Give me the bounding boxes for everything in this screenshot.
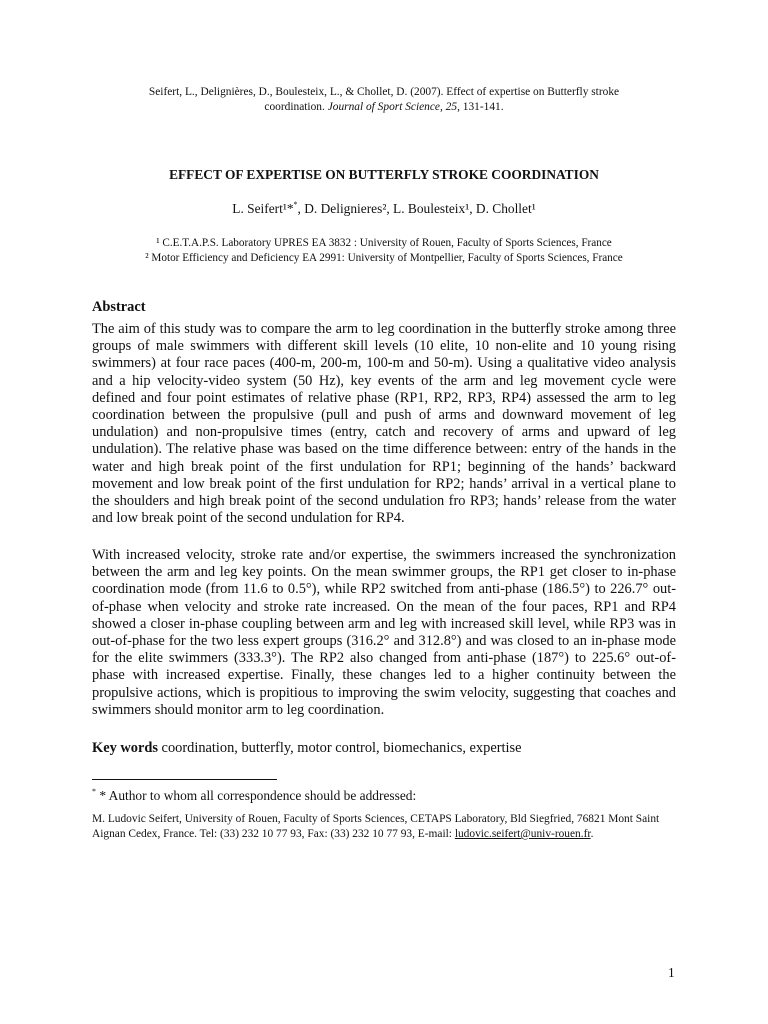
citation-line-2 <box>92 100 676 115</box>
author-list <box>92 200 676 218</box>
paper-title: EFFECT OF EXPERTISE ON BUTTERFLY STROKE COORDINATION <box>169 167 599 182</box>
abstract-paragraph-2: With increased velocity, stroke rate and/or expertise, the swimmers increased the synchronization between the arm and leg key points. On the mean swimmer groups, the RP1 get closer to in-phase coordination mode (from 11.6 to 0.5°), while RP2 switched from anti-phase (186.5°) to 226.7° out-of-phase when velocity and stroke rate increased. On the mean of the four paces, RP1 and RP4 showed a closer in-phase coupling between arm and leg with increased skill level, while RP3 was in out-of-phase for the two less expert groups (316.2° and 312.8°) and was closed to an in-phase mode for the elite swimmers (333.3°). The RP2 also changed from anti-phase (187°) to 225.6° out-of-phase with increased expertise. Finally, these changes led to a higher continuity between the propulsive actions, which is propitious to improving the swim velocity, suggesting that coaches and swimmers should monitor arm to leg coordination. <box>92 547 676 718</box>
citation-line-1: Seifert, L., Delignières, D., Boulesteix, L., & Chollet, D. (2007). Effect of expertise on Butterfly stroke <box>148 86 620 98</box>
citation <box>92 85 676 115</box>
footnote-contact <box>92 812 676 842</box>
keywords <box>92 739 521 757</box>
affiliation-2: ² Motor Efficiency and Deficiency EA 2991: University of Montpellier, Faculty of Sports Sciences, France <box>145 252 623 264</box>
page-number: 1 <box>668 965 675 980</box>
citation-line-2-start: coordination. <box>264 101 328 113</box>
contact-details: M. Ludovic Seifert, University of Rouen, Faculty of Sports Sciences, CETAPS Laboratory, Bld Siegfried, 76821 Mont Saint Aignan Cedex, France. Tel: (33) 232 10 77 93, Fax: (33) 232 10 77 93, E-mail: <box>92 813 660 840</box>
affiliation-1: ¹ C.E.T.A.P.S. Laboratory UPRES EA 3832 : University of Rouen, Faculty of Sports Sciences, France <box>156 237 612 249</box>
other-authors: , D. Delignieres², L. Boulesteix¹, D. Chollet¹ <box>297 201 536 216</box>
footnote-correspondence <box>92 787 416 805</box>
footnote-text: * Author to whom all correspondence should be addressed: <box>96 788 417 803</box>
footnote-divider <box>92 779 277 780</box>
email-link[interactable]: ludovic.seifert@univ-rouen.fr <box>454 828 591 840</box>
abstract-paragraph-1: The aim of this study was to compare the arm to leg coordination in the butterfly stroke among three groups of male swimmers with different skill levels (10 elite, 10 non-elite and 10 young rising swimmers) at four race paces (400-m, 200-m, 100-m and 50-m). Using a qualitative video analysis and a hip velocity-video system (50 Hz), key events of the arm and leg movement cycle were defined and four point estimates of relative phase (RP1, RP2, RP3, RP4) assessed the arm to leg coordination between the propulsive (pull and push of arms and downward movement of leg undulation) and non-propulsive times (entry, catch and recovery of arms and upward of leg undulation). The relative phase was based on the time difference between: entry of the hands in the water and high break point of the first undulation for RP1; beginning of the hands’ backward movement and low break point of the first undulation for RP2; hands’ arrival in a vertical plane to the shoulders and high break point of the second undulation fro RP3; hands’ release from the water and low break point of the second undulation for RP4. <box>92 321 676 527</box>
abstract-heading: Abstract <box>92 299 146 315</box>
keywords-label: Key words <box>92 740 158 756</box>
author-1: L. Seifert¹* <box>232 201 294 216</box>
citation-line-2-end: 131-141. <box>459 101 504 113</box>
keywords-text: coordination, butterfly, motor control, biomechanics, expertise <box>157 740 522 756</box>
affiliations <box>92 236 676 266</box>
journal-name: Journal of Sport Science, 25, <box>327 101 460 113</box>
contact-end: . <box>590 828 594 840</box>
corresponding-author-mark: * <box>293 200 298 209</box>
footnote-mark: * <box>92 787 96 796</box>
